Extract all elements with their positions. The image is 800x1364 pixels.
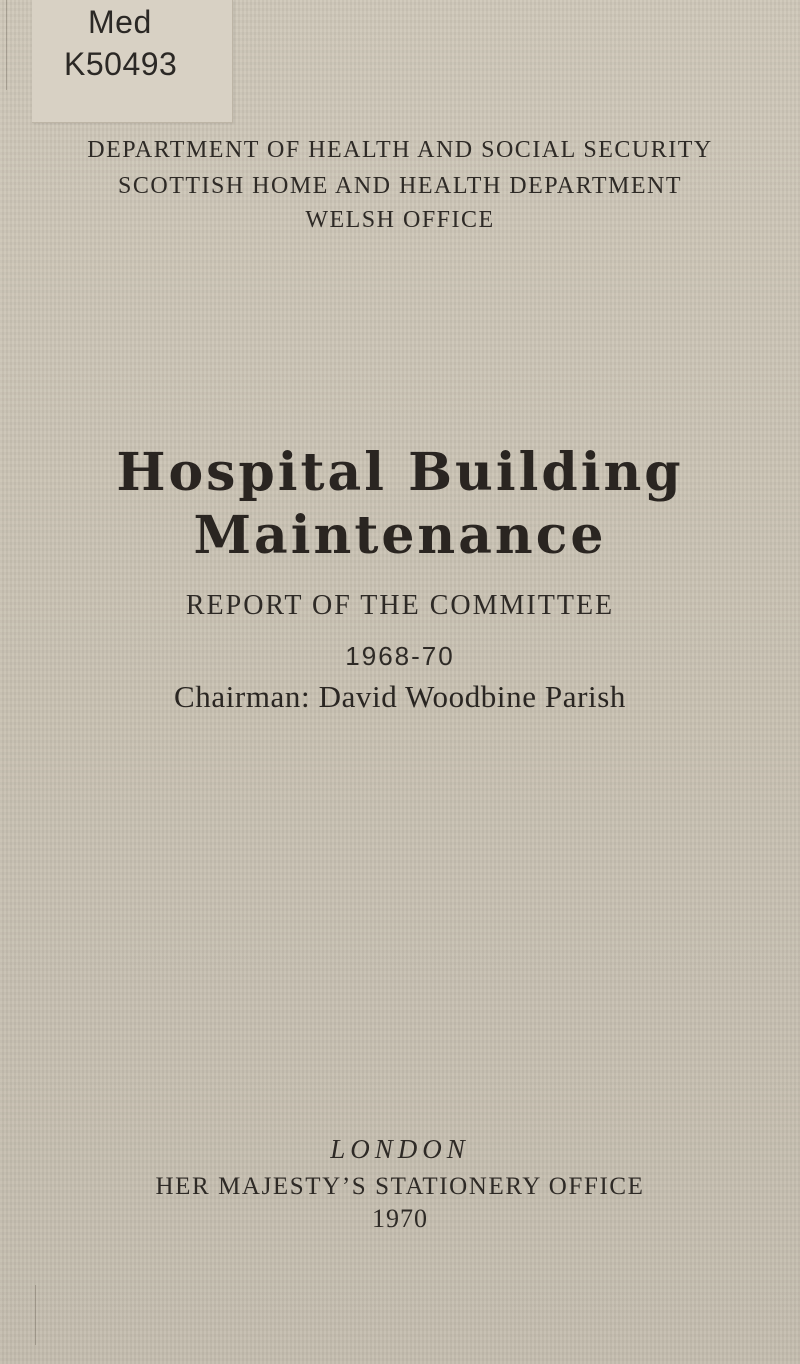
imprint-year: 1970 [372,1204,428,1233]
chairman-line: Chairman: David Woodbine Parish [173,679,627,714]
library-label-shelfmark: K50493 [64,46,178,82]
paper-crease-mark [35,1285,36,1345]
imprint-publisher: HER MAJESTY’S STATIONERY OFFICE [155,1173,645,1200]
document-title-line-1: Hospital Building [116,442,684,503]
department-welsh-office: WELSH OFFICE [305,207,495,233]
imprint-place: LONDON [330,1134,470,1164]
department-scottish-home-health: SCOTTISH HOME AND HEALTH DEPARTMENT [118,173,682,199]
paper-crease-mark [6,0,7,90]
report-subtitle: REPORT OF THE COMMITTEE [185,590,615,621]
report-years: 1968-70 [345,641,455,671]
library-label-collection: Med [88,4,152,40]
department-health-social-security: DEPARTMENT OF HEALTH AND SOCIAL SECURITY [87,137,713,163]
library-label [32,0,233,123]
document-title-line-2: Maintenance [193,505,607,566]
